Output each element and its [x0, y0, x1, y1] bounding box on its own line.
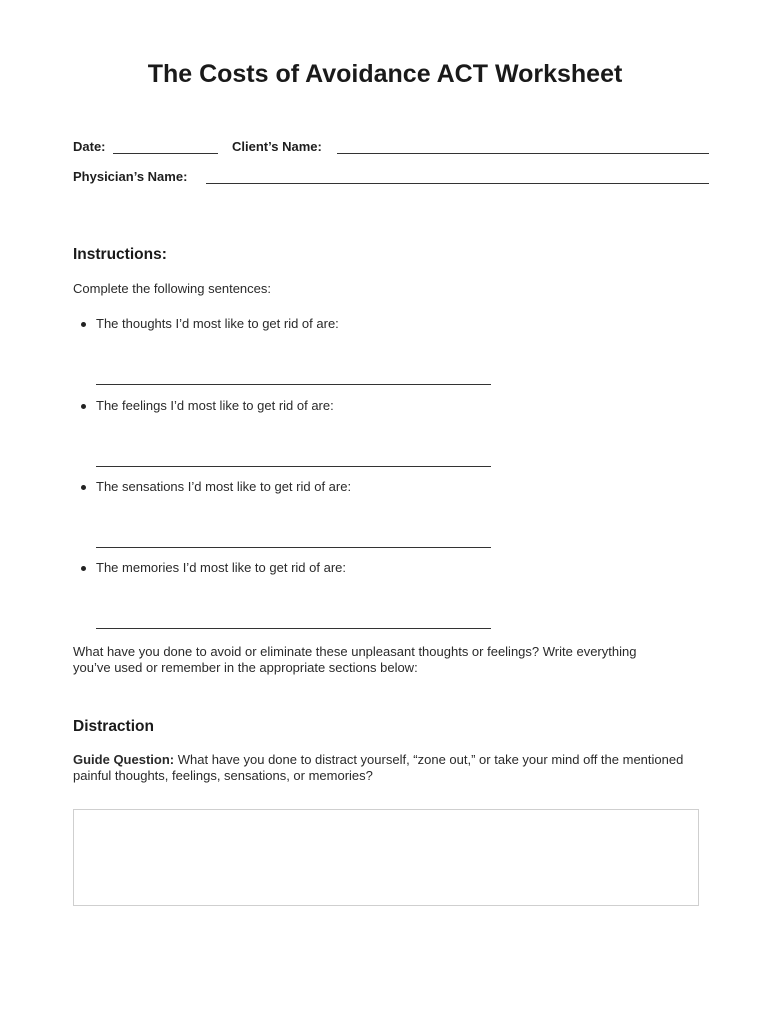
list-item-label: The feelings I’d most like to get rid of are:	[96, 398, 334, 413]
thoughts-answer-line[interactable]	[96, 384, 491, 385]
date-field[interactable]	[113, 153, 218, 154]
distraction-answer-box[interactable]	[73, 809, 699, 906]
guide-question-text: What have you done to distract yourself, “zone out,” or take your mind off the mentioned painful thoughts, feelings, sensations, or memories?	[73, 752, 684, 783]
worksheet-title: The Costs of Avoidance ACT Worksheet	[147, 60, 623, 88]
client-name-field[interactable]	[337, 153, 709, 154]
list-item-label: The thoughts I’d most like to get rid of are:	[96, 316, 339, 331]
instructions-intro: Complete the following sentences:	[73, 281, 272, 296]
list-item-label: The memories I’d most like to get rid of are:	[96, 560, 346, 575]
instructions-heading: Instructions:	[73, 246, 167, 263]
date-label: Date:	[73, 139, 106, 154]
list-item-label: The sensations I’d most like to get rid of are:	[96, 479, 352, 494]
bullet-icon	[81, 322, 86, 327]
guide-question	[73, 752, 693, 784]
sensations-answer-line[interactable]	[96, 547, 491, 548]
feelings-answer-line[interactable]	[96, 466, 491, 467]
client-name-label: Client’s Name:	[232, 139, 322, 154]
guide-question-label: Guide Question:	[73, 752, 175, 767]
followup-paragraph: What have you done to avoid or eliminate these unpleasant thoughts or feelings? Write everything you’ve used or remember in the appropriate sections below:	[73, 644, 637, 675]
physician-name-field[interactable]	[206, 183, 709, 184]
bullet-icon	[81, 404, 86, 409]
distraction-heading: Distraction	[73, 718, 154, 735]
physician-name-label: Physician’s Name:	[73, 169, 188, 184]
bullet-icon	[81, 566, 86, 571]
bullet-icon	[81, 485, 86, 490]
memories-answer-line[interactable]	[96, 628, 491, 629]
